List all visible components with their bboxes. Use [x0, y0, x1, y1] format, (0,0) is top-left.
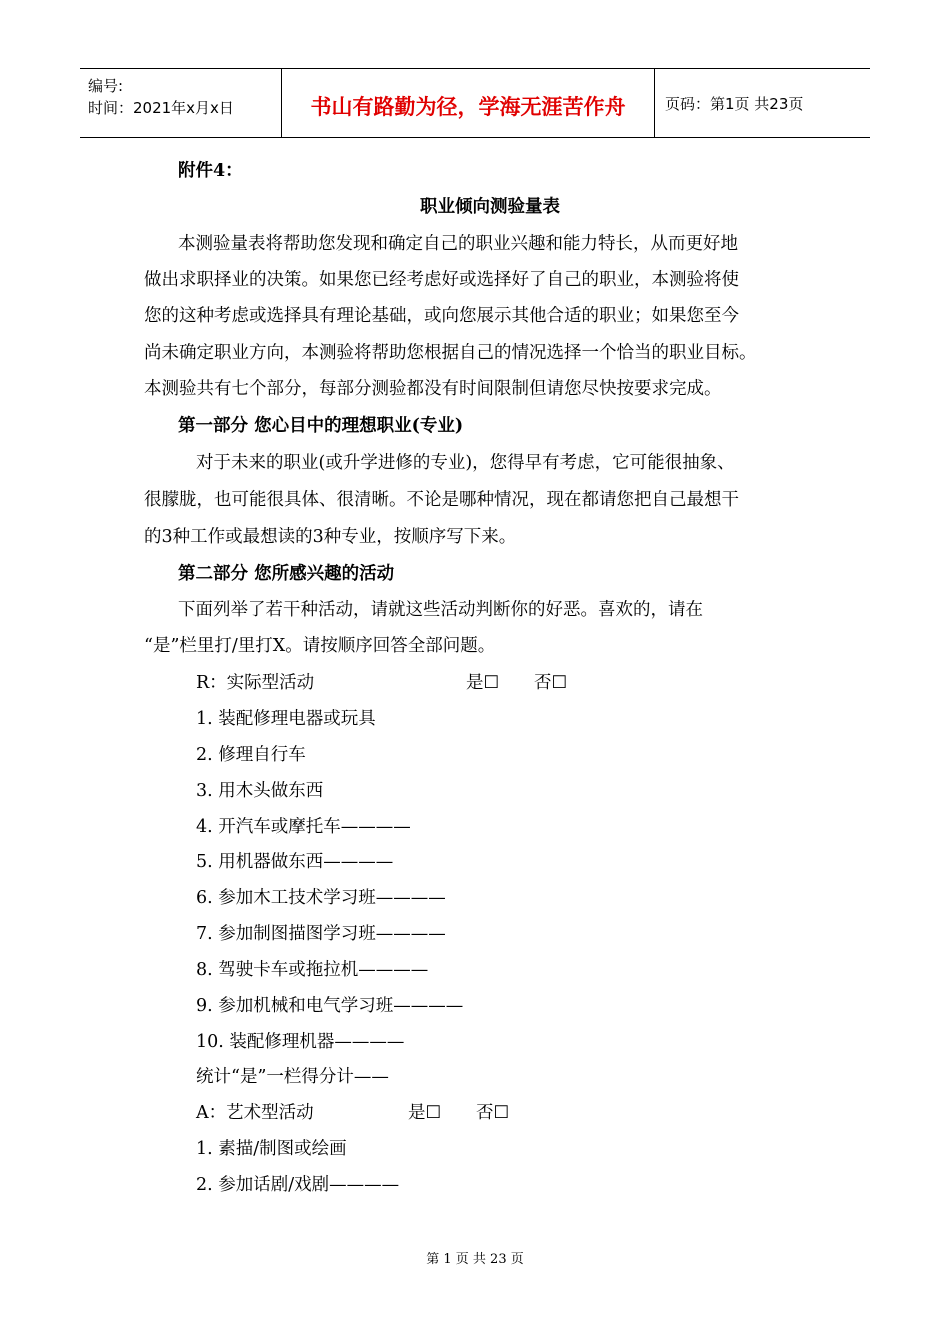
list-item: 1. 装配修理电器或玩具	[196, 709, 376, 729]
list-item: 4. 开汽车或摩托车————	[196, 817, 411, 837]
a-yes-checkbox[interactable]: 是☐	[408, 1103, 442, 1123]
list-item: 9. 参加机械和电气学习班————	[196, 996, 464, 1016]
header-page-cell	[655, 69, 870, 137]
intro-line: 尚未确定职业方向，本测验将帮助您根据自己的情况选择一个恰当的职业目标。	[144, 343, 757, 363]
time-label: 时间：2021年x月x日	[88, 99, 234, 117]
part2-line: “是”栏里打/里打X。请按顺序回答全部问题。	[144, 636, 496, 656]
attachment-label: 附件4：	[178, 161, 243, 181]
r-tally: 统计“是”一栏得分计——	[196, 1067, 389, 1087]
header-left-cell	[80, 69, 280, 137]
intro-line: 您的这种考虑或选择具有理论基础，或向您展示其他合适的职业；如果您至今	[144, 306, 739, 326]
number-label: 编号:	[88, 77, 124, 95]
page-info: 页码：第1页 共23页	[665, 95, 804, 113]
part2-line: 下面列举了若干种活动，请就这些活动判断你的好恶。喜欢的，请在	[178, 600, 703, 620]
list-item: 5. 用机器做东西————	[196, 852, 394, 872]
document-header	[80, 68, 870, 138]
list-item: 1. 素描/制图或绘画	[196, 1139, 347, 1159]
part2-heading: 第二部分 您所感兴趣的活动	[178, 564, 395, 584]
r-no-checkbox[interactable]: 否☐	[534, 673, 568, 693]
a-section-label: A：艺术型活动	[196, 1103, 314, 1123]
list-item: 2. 参加话剧/戏剧————	[196, 1175, 400, 1195]
intro-line: 做出求职择业的决策。如果您已经考虑好或选择好了自己的职业，本测验将使	[144, 270, 739, 290]
page-title: 职业倾向测验量表	[420, 197, 560, 217]
header-motto-cell	[281, 69, 655, 137]
list-item: 7. 参加制图描图学习班————	[196, 924, 446, 944]
list-item: 8. 驾驶卡车或拖拉机————	[196, 960, 429, 980]
list-item: 3. 用木头做东西	[196, 781, 324, 801]
part1-line: 对于未来的职业(或升学进修的专业)，您得早有考虑，它可能很抽象、	[196, 453, 735, 473]
list-item: 10. 装配修理机器————	[196, 1032, 405, 1052]
page-footer: 第 1 页 共 23 页	[426, 1252, 524, 1267]
part1-heading: 第一部分 您心目中的理想职业(专业)	[178, 416, 464, 436]
r-section-label: R：实际型活动	[196, 673, 315, 693]
list-item: 6. 参加木工技术学习班————	[196, 888, 446, 908]
list-item: 2. 修理自行车	[196, 745, 306, 765]
part1-line: 很朦胧，也可能很具体、很清晰。不论是哪种情况，现在都请您把自己最想干	[144, 490, 739, 510]
r-yes-checkbox[interactable]: 是☐	[466, 673, 500, 693]
intro-line: 本测验共有七个部分，每部分测验都没有时间限制但请您尽快按要求完成。	[144, 379, 722, 399]
intro-line: 本测验量表将帮助您发现和确定自己的职业兴趣和能力特长，从而更好地	[178, 234, 738, 254]
motto: 书山有路勤为径，学海无涯苦作舟	[310, 95, 626, 119]
a-no-checkbox[interactable]: 否☐	[476, 1103, 510, 1123]
part1-line: 的3种工作或最想读的3种专业，按顺序写下来。	[144, 527, 517, 547]
